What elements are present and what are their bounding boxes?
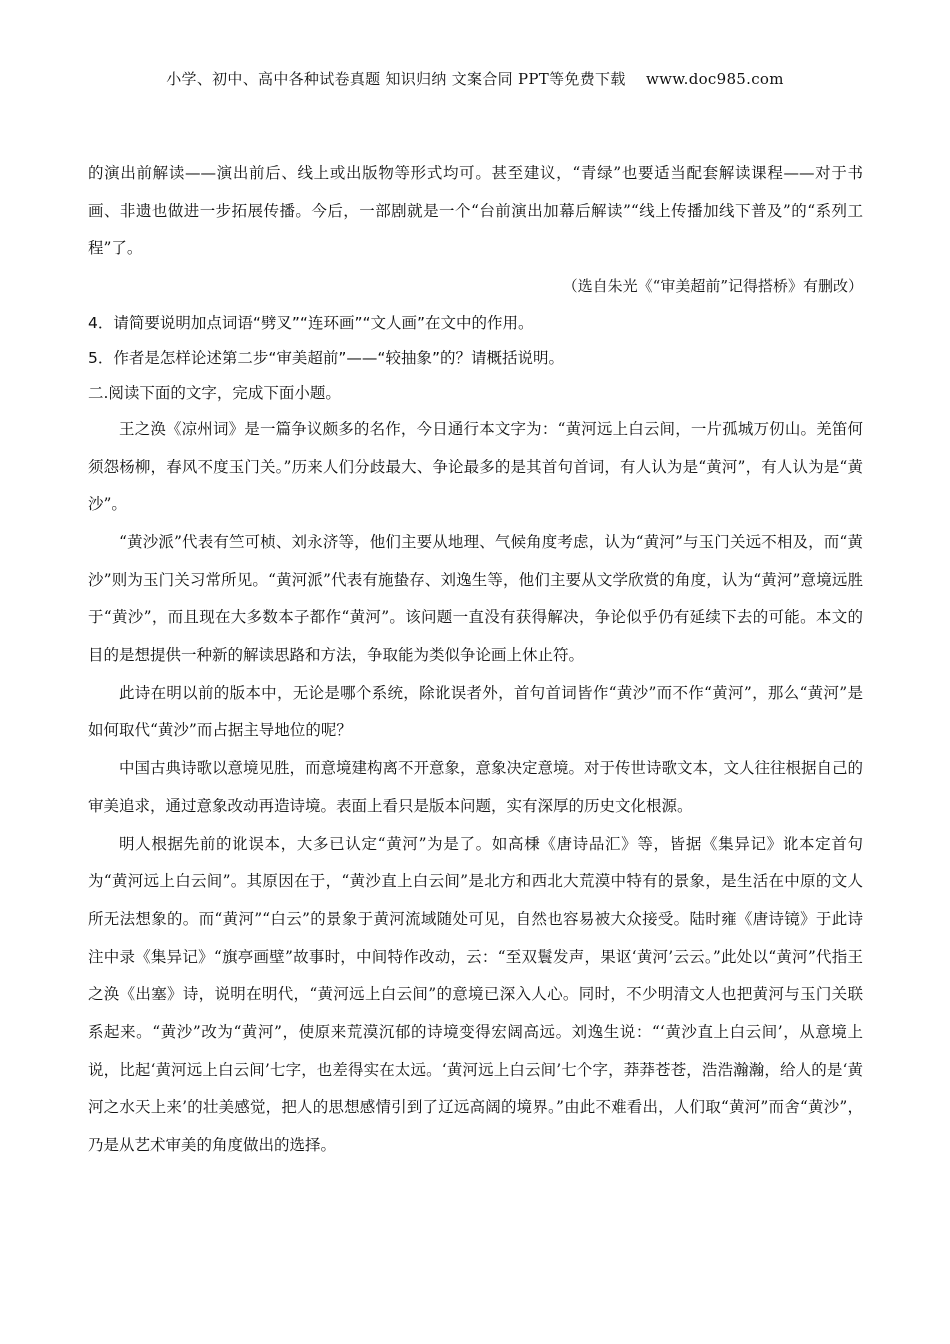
paragraph-5: 明人根据先前的讹误本，大多已认定“黄河”为是了。如高棅《唐诗品汇》等，皆据《集异记》讹本定首句为“黄河远上白云间”。其原因在于，“黄沙直上白云间”是北方和西北大荒漠中特有的景象，是生活在中原的文人所无法想象的。而“黄河”“白云”的景象于黄河流域随处可见，自然也容易被大众接受。陆时雍《唐诗镜》于此诗注中录《集异记》“旗亭画壁”故事时，中间特作改动，云：“至双鬟发声，果讴‘黄河’云云。”此处以“黄河”代指王之涣《出塞》诗，说明在明代，“黄河远上白云间”的意境已深入人心。同时，不少明清文人也把黄河与玉门关联系起来。“黄沙”改为“黄河”，使原来荒漠沉郁的诗境变得宏阔高远。刘逸生说：“‘黄沙直上白云间’，从意境上说，比起‘黄河远上白云间’七字，也差得实在太远。‘黄河远上白云间’七个字，莽莽苍苍，浩浩瀚瀚，给人的是‘黄河之水天上来’的壮美感觉，把人的思想感情引到了辽远高阔的境界。”由此不难看出，人们取“黄河”而舍“黄沙”，乃是从艺术审美的角度做出的选择。: [88, 834, 863, 1155]
page-header: 小学、初中、高中各种试卷真题 知识归纳 文案合同 PPT等免费下载 www.doc985.com: [166, 70, 784, 88]
section-title: 二.阅读下面的文字，完成下面小题。: [88, 383, 341, 402]
paragraph-3: 此诗在明以前的版本中，无论是哪个系统，除讹误者外，首句首词皆作“黄沙”而不作“黄河”，那么“黄河”是如何取代“黄沙”而占据主导地位的呢？: [88, 683, 863, 740]
question-4: 4．请简要说明加点词语“劈叉”“连环画”“文人画”在文中的作用。: [88, 313, 534, 332]
question-5: 5．作者是怎样论述第二步“审美超前”——“较抽象”的？请概括说明。: [88, 348, 564, 367]
continuation-paragraph: 的演出前解读——演出前后、线上或出版物等形式均可。甚至建议，“青绿”也要适当配套解读课程——对于书画、非遗也做进一步拓展传播。今后，一部剧就是一个“台前演出加幕后解读”“线上传播加线下普及”的“系列工程”了。: [88, 164, 863, 258]
paragraph-4: 中国古典诗歌以意境见胜，而意境建构离不开意象，意象决定意境。对于传世诗歌文本，文人往往根据自己的审美追求，通过意象改动再造诗境。表面上看只是版本问题，实有深厚的历史文化根源。: [88, 759, 864, 815]
paragraph-1: 王之涣《凉州词》是一篇争议颇多的名作，今日通行本文字为：“黄河远上白云间，一片孤城万仞山。羌笛何须怨杨柳，春风不度玉门关。”历来人们分歧最大、争论最多的是其首句首词，有人认为是“黄河”，有人认为是“黄沙”。: [88, 419, 863, 514]
document-body: [88, 155, 863, 1165]
paragraph-2: “黄沙派”代表有竺可桢、刘永济等，他们主要从地理、气候角度考虑，认为“黄河”与玉门关远不相及，而“黄沙”则为玉门关习常所见。“黄河派”代表有施蛰存、刘逸生等，他们主要从文学欣赏的角度，认为“黄河”意境远胜于“黄沙”，而且现在大多数本子都作“黄河”。该问题一直没有获得解决，争论似乎仍有延续下去的可能。本文的目的是想提供一种新的解读思路和方法，争取能为类似争论画上休止符。: [88, 532, 863, 665]
source-note: （选自朱光《“审美超前”记得搭桥》有删改）: [562, 277, 863, 296]
